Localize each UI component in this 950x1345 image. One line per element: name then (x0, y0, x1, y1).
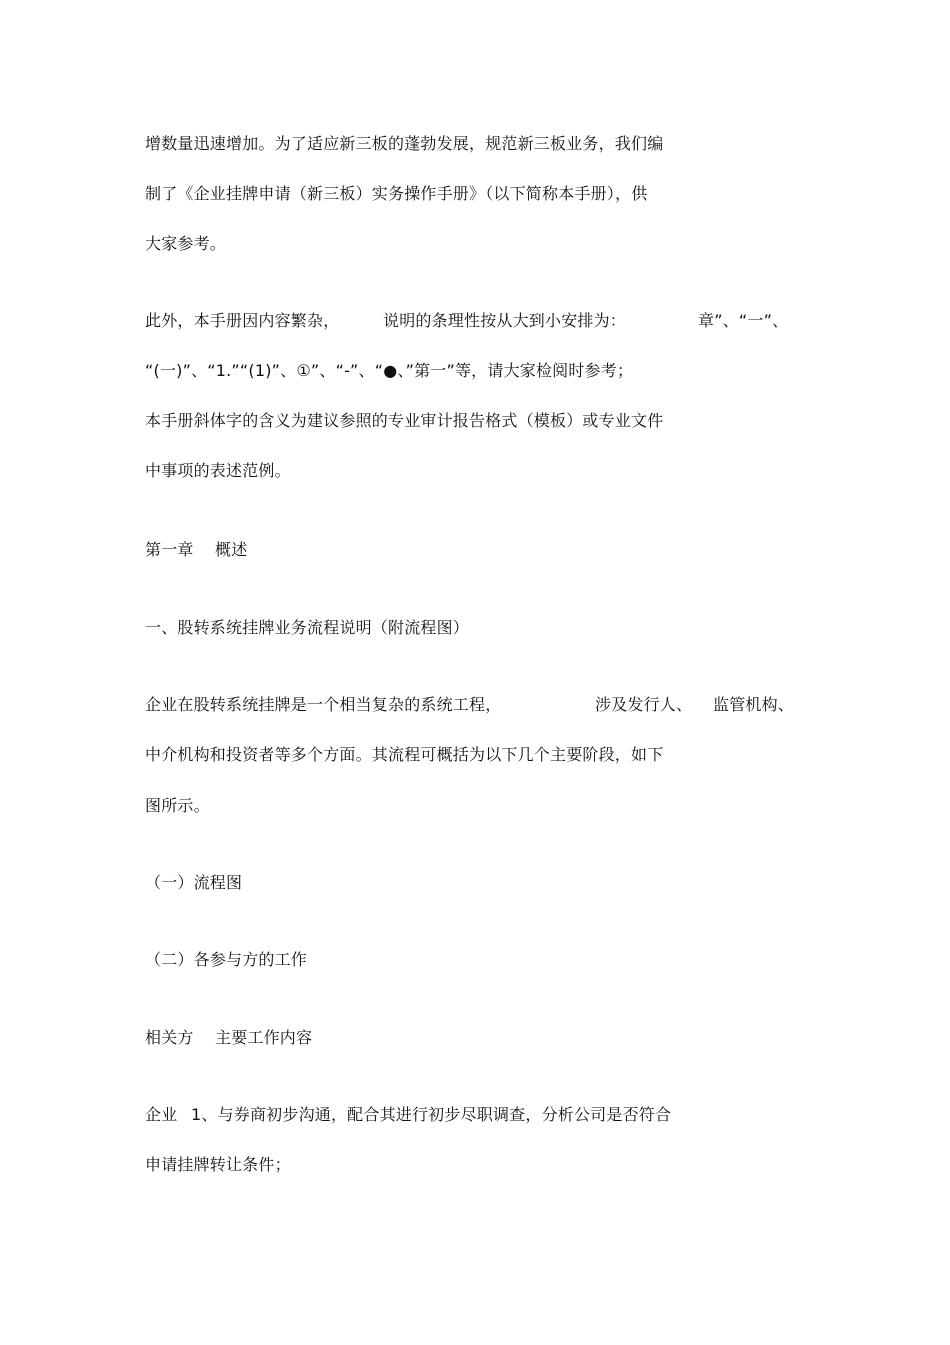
intro-line-1: 增数量迅速增加。为了适应新三板的蓬勃发展，规范新三板业务，我们编 (145, 134, 664, 153)
row-content-line-1: 1、与券商初步沟通，配合其进行初步尽职调查，分析公司是否符合 (191, 1105, 672, 1124)
note-line-2: “(一)”、“1.”“(1)”、①”、“-”、“●、”第一”等，请大家检阅时参考； (145, 361, 634, 380)
row-party: 企业 (145, 1105, 178, 1124)
table-header-content: 主要工作内容 (215, 1028, 313, 1047)
table-header (145, 1028, 445, 1048)
row-content-line-2: 申请挂牌转让条件； (145, 1155, 291, 1174)
section-heading: 一、股转系统挂牌业务流程说明（附流程图） (145, 618, 470, 637)
table-row (145, 1105, 805, 1125)
subsection-participants: （二）各参与方的工作 (145, 950, 308, 969)
process-line-1-part-b: 涉及发行人、 (595, 695, 693, 714)
chapter-number: 第一章 (145, 540, 194, 559)
process-line-1-part-c: 监管机构、 (713, 695, 795, 714)
process-line-2: 中介机构和投资者等多个方面。其流程可概括为以下几个主要阶段，如下 (145, 745, 664, 764)
chapter-title: 概述 (215, 540, 248, 559)
note-line-1-part-a: 此外，本手册因内容繁杂， (145, 311, 340, 330)
note-line-4: 中事项的表述范例。 (145, 461, 291, 480)
chapter-heading (145, 540, 345, 560)
process-line-3: 图所示。 (145, 796, 210, 815)
note-line-1-part-b: 说明的条理性按从大到小安排为： (383, 311, 627, 330)
table-header-party: 相关方 (145, 1028, 194, 1047)
process-line-1-part-a: 企业在股转系统挂牌是一个相当复杂的系统工程， (145, 695, 502, 714)
note-line-3: 本手册斜体字的含义为建议参照的专业审计报告格式（模板）或专业文件 (145, 411, 664, 430)
subsection-flowchart: （一）流程图 (145, 873, 243, 892)
note-line-1-part-c: 章”、“一”、 (698, 311, 789, 330)
note-line-1 (145, 311, 805, 331)
intro-line-2: 制了《企业挂牌申请（新三板）实务操作手册》（以下简称本手册），供 (145, 184, 648, 203)
process-line-1 (145, 695, 805, 715)
intro-line-3: 大家参考。 (145, 234, 227, 253)
